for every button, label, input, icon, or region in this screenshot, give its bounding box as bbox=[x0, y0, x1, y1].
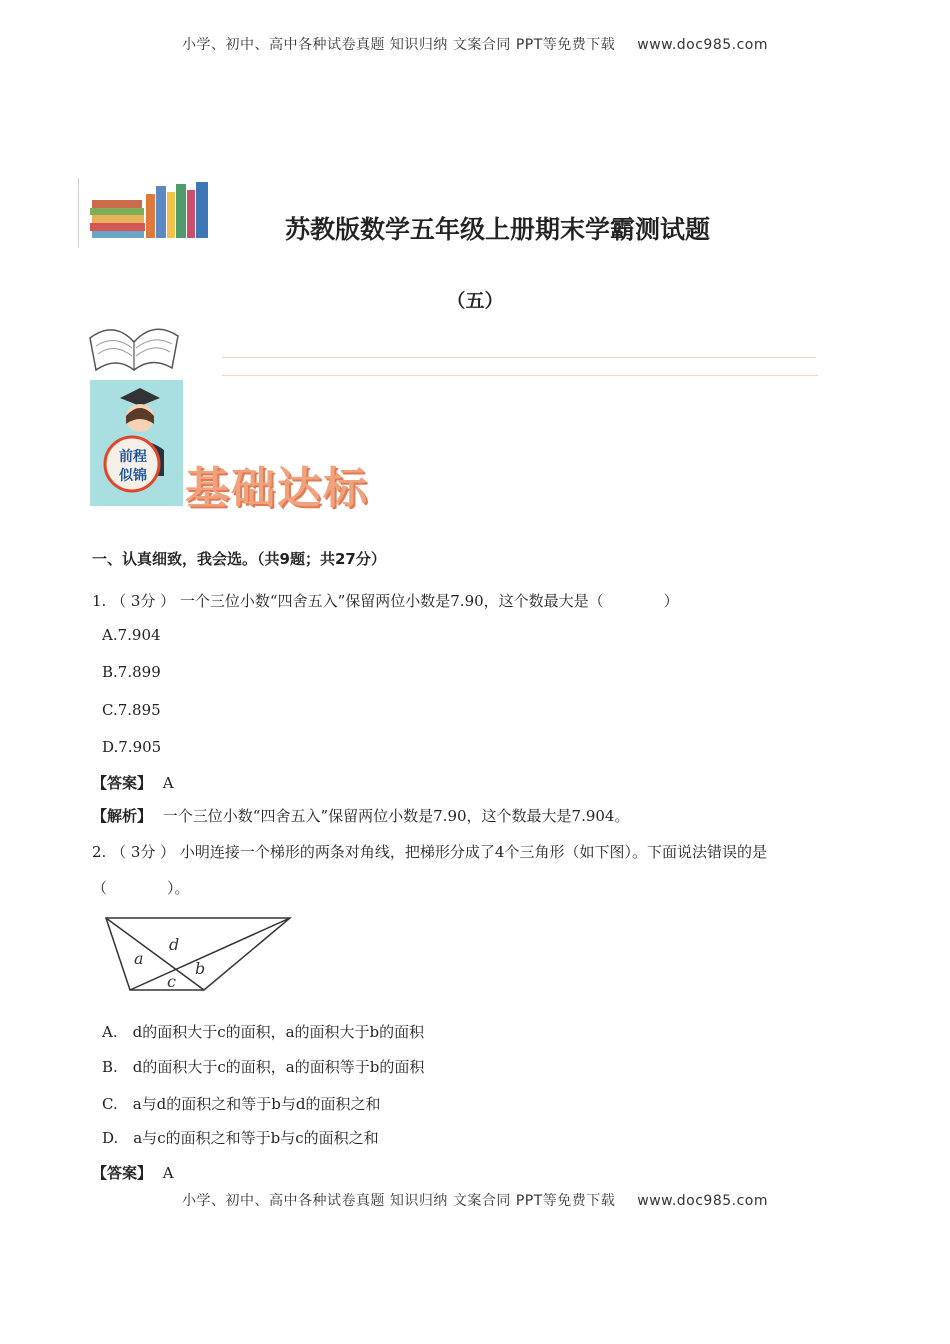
q1-stem: 1. （ 3分 ） 一个三位小数“四舍五入”保留两位小数是7.90，这个数最大是（ ） bbox=[92, 592, 679, 610]
q1-answer bbox=[92, 773, 174, 793]
badge-line2: 似锦 bbox=[119, 468, 147, 484]
figure-label-c: c bbox=[167, 972, 176, 991]
footer-url: www.doc985.com bbox=[637, 1193, 769, 1209]
graduate-badge bbox=[90, 380, 183, 506]
page-header bbox=[0, 34, 950, 54]
trapezoid-figure bbox=[100, 910, 300, 996]
q2-option-b: B. d的面积大于c的面积，a的面积等于b的面积 bbox=[102, 1058, 425, 1076]
q2-stem-line1: 2. （ 3分 ） 小明连接一个梯形的两条对角线，把梯形分成了4个三角形（如下图）。下面说法错误的是 bbox=[92, 843, 767, 861]
figure-label-d: d bbox=[169, 935, 180, 954]
page-subtitle: （五） bbox=[446, 290, 504, 312]
q2-option-d: D. a与c的面积之和等于b与c的面积之和 bbox=[102, 1129, 379, 1147]
footer-text: 小学、初中、高中各种试卷真题 知识归纳 文案合同 PPT等免费下载 bbox=[181, 1193, 616, 1209]
q2-option-a: A. d的面积大于c的面积，a的面积大于b的面积 bbox=[102, 1023, 425, 1041]
q2-answer bbox=[92, 1163, 174, 1183]
page-title: 苏教版数学五年级上册期末学霸测试题 bbox=[284, 215, 710, 244]
q1-option-b: B.7.899 bbox=[102, 663, 161, 681]
figure-label-b: b bbox=[195, 959, 206, 978]
header-url: www.doc985.com bbox=[637, 37, 769, 53]
q1-option-c: C.7.895 bbox=[102, 701, 161, 719]
q1-analysis-label: 【解析】 bbox=[92, 807, 153, 825]
header-text: 小学、初中、高中各种试卷真题 知识归纳 文案合同 PPT等免费下载 bbox=[181, 37, 616, 53]
q2-stem-line2: （ ）。 bbox=[92, 879, 190, 897]
page-footer bbox=[0, 1190, 950, 1210]
graduate-illustration bbox=[90, 380, 183, 506]
divider-top bbox=[222, 357, 816, 358]
q1-analysis bbox=[92, 806, 629, 826]
q2-answer-value: A bbox=[162, 1164, 174, 1182]
divider-bottom bbox=[222, 375, 818, 376]
q1-answer-label: 【答案】 bbox=[92, 774, 153, 792]
badge-line1: 前程 bbox=[119, 449, 147, 465]
q1-option-d: D.7.905 bbox=[102, 738, 162, 756]
q1-analysis-text: 一个三位小数“四舍五入”保留两位小数是7.90，这个数最大是7.904。 bbox=[162, 807, 630, 825]
figure-label-a: a bbox=[134, 949, 144, 968]
open-book-icon bbox=[86, 308, 182, 378]
q2-option-c: C. a与d的面积之和等于b与d的面积之和 bbox=[102, 1095, 381, 1113]
section-1-heading: 一、认真细致，我会选。（共9题；共27分） bbox=[92, 550, 386, 568]
q1-option-a: A.7.904 bbox=[102, 626, 161, 644]
q2-answer-label: 【答案】 bbox=[92, 1164, 153, 1182]
banner-heading: 基础达标 bbox=[185, 463, 369, 514]
q1-answer-value: A bbox=[162, 774, 174, 792]
